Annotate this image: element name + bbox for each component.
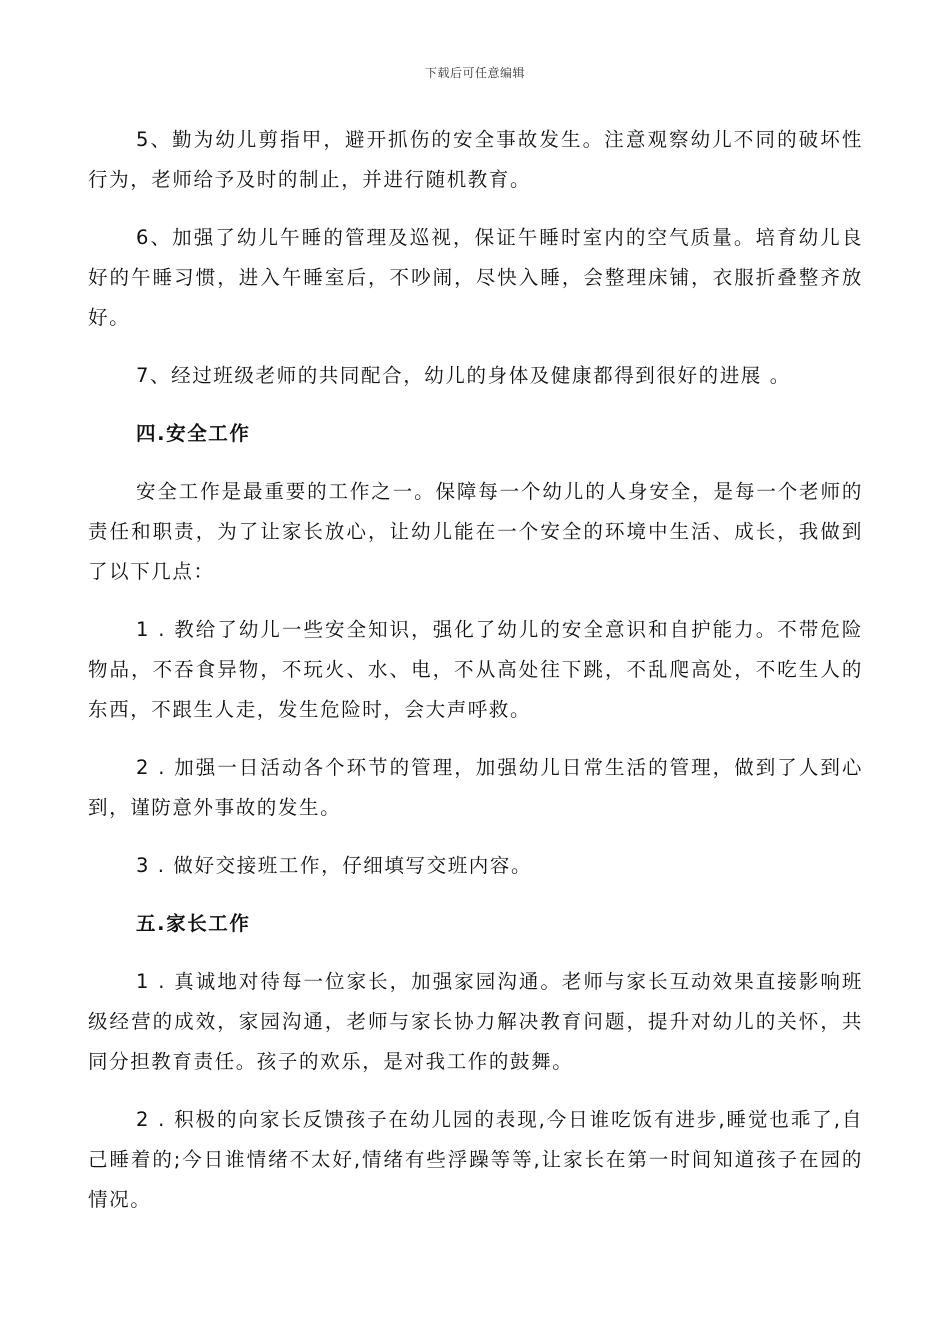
paragraph-5-nail-trimming: 5、勤为幼儿剪指甲，避开抓伤的安全事故发生。注意观察幼儿不同的破坏性行为，老师给予及时的制止，并进行随机教育。	[88, 128, 863, 191]
section-title-parents: 五.家长工作	[136, 912, 251, 935]
paragraph-safety-2: 2 . 加强一日活动各个环节的管理，加强幼儿日常生活的管理，做到了人到心到，谨防意外事故的发生。	[88, 756, 863, 819]
paragraph-6-nap-management: 6、加强了幼儿午睡的管理及巡视，保证午睡时室内的空气质量。培育幼儿良好的午睡习惯，进入午睡室后，不吵闹，尽快入睡，会整理床铺，衣服折叠整齐放好。	[88, 226, 863, 329]
document-body	[88, 120, 863, 1238]
section-title-safety: 四.安全工作	[136, 422, 251, 445]
page-header: 下载后可任意编辑	[424, 66, 525, 80]
paragraph-7-health-progress: 7、经过班级老师的共同配合，幼儿的身体及健康都得到很好的进展 。	[136, 364, 791, 387]
paragraph-safety-1: 1 . 教给了幼儿一些安全知识，强化了幼儿的安全意识和自护能力。不带危险物品，不吞食异物，不玩火、水、电，不从高处往下跳，不乱爬高处，不吃生人的东西，不跟生人走，发生危险时，会大声呼救。	[88, 618, 863, 721]
paragraph-parents-1: 1 . 真诚地对待每一位家长，加强家园沟通。老师与家长互动效果直接影响班级经营的成效，家园沟通，老师与家长协力解决教育问题，提升对幼儿的关怀，共同分担教育责任。孩子的欢乐，是对我工作的鼓舞。	[88, 970, 863, 1073]
paragraph-safety-3: 3 . 做好交接班工作，仔细填写交班内容。	[136, 854, 533, 877]
paragraph-parents-2: 2 . 积极的向家长反馈孩子在幼儿园的表现,今日谁吃饭有进步,睡觉也乖了,自己睡着的;今日谁情绪不太好,情绪有些浮躁等等,让家长在第一时间知道孩子在园的情况。	[88, 1108, 863, 1211]
paragraph-safety-intro: 安全工作是最重要的工作之一。保障每一个幼儿的人身安全，是每一个老师的责任和职责，为了让家长放心，让幼儿能在一个安全的环境中生活、成长，我做到了以下几点：	[88, 480, 863, 583]
